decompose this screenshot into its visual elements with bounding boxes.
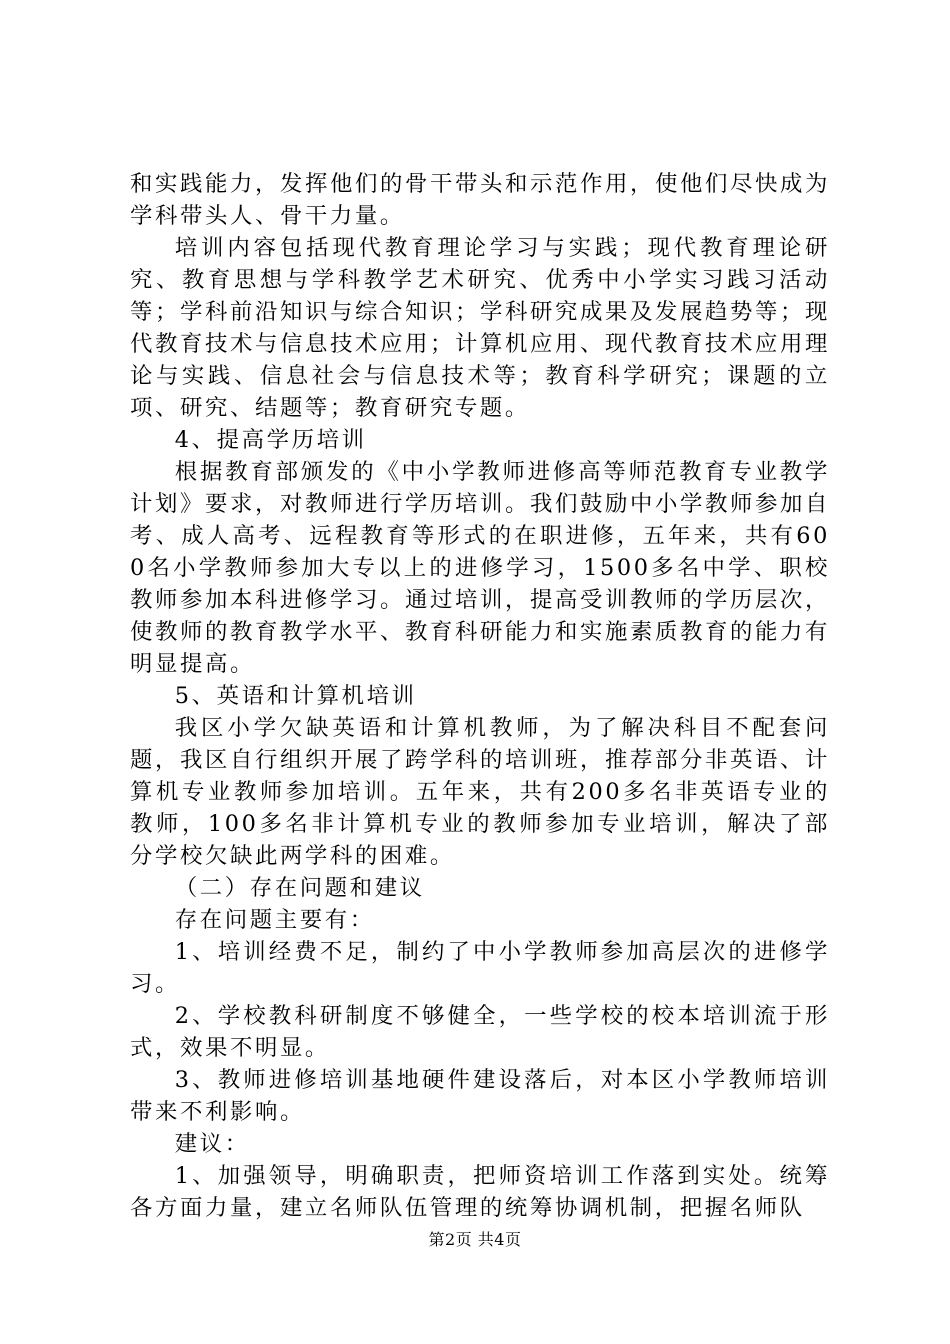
paragraph-training-content: 培训内容包括现代教育理论学习与实践；现代教育理论研究、教育思想与学科教学艺术研究、优秀中小学实习践习活动等；学科前沿知识与综合知识；学科研究成果及发展趋势等；现代教育技术与信息技术应用；计算机应用、现代教育技术应用理论与实践、信息社会与信息技术等；教育科学研究；课题的立项、研究、结题等；教育研究专题。 <box>130 235 830 421</box>
page-footer: 第2页 共4页 <box>428 1230 522 1249</box>
paragraph-suggestions-intro: 建议： <box>174 1131 250 1157</box>
paragraph-problems-intro: 存在问题主要有： <box>174 907 375 933</box>
list-item-problem-1: 1、培训经费不足，制约了中小学教师参加高层次的进修学习。 <box>130 939 830 997</box>
paragraph-english-computer-training: 我区小学欠缺英语和计算机教师，为了解决科目不配套问题，我区自行组织开展了跨学科的培训班，推荐部分非英语、计算机专业教师参加培训。五年来，共有200多名非英语专业的教师，100多名非计算机专业的教师参加专业培训，解决了部分学校欠缺此两学科的困难。 <box>130 715 830 869</box>
list-item-problem-2: 2、学校教科研制度不够健全，一些学校的校本培训流于形式，效果不明显。 <box>130 1003 830 1061</box>
paragraph-degree-training: 根据教育部颁发的《中小学教师进修高等师范教育专业教学计划》要求，对教师进行学历培训。我们鼓励中小学教师参加自考、成人高考、远程教育等形式的在职进修，五年来，共有600名小学教师参加大专以上的进修学习，1500多名中学、职校教师参加本科进修学习。通过培训，提高受训教师的学历层次，使教师的教育教学水平、教育科研能力和实施素质教育的能力有明显提高。 <box>130 459 830 677</box>
heading-problems-suggestions: （二）存在问题和建议 <box>174 875 425 901</box>
heading-degree-training: 4、提高学历培训 <box>174 427 367 453</box>
heading-english-computer-training: 5、英语和计算机培训 <box>174 683 417 709</box>
document-body <box>130 168 830 1224</box>
list-item-problem-3: 3、教师进修培训基地硬件建设落后，对本区小学教师培训带来不利影响。 <box>130 1067 830 1125</box>
list-item-suggestion-1: 1、加强领导，明确职责，把师资培训工作落到实处。统筹各方面力量，建立名师队伍管理的统筹协调机制，把握名师队 <box>130 1163 830 1221</box>
paragraph-continuation: 和实践能力，发挥他们的骨干带头和示范作用，使他们尽快成为学科带头人、骨干力量。 <box>130 171 830 229</box>
